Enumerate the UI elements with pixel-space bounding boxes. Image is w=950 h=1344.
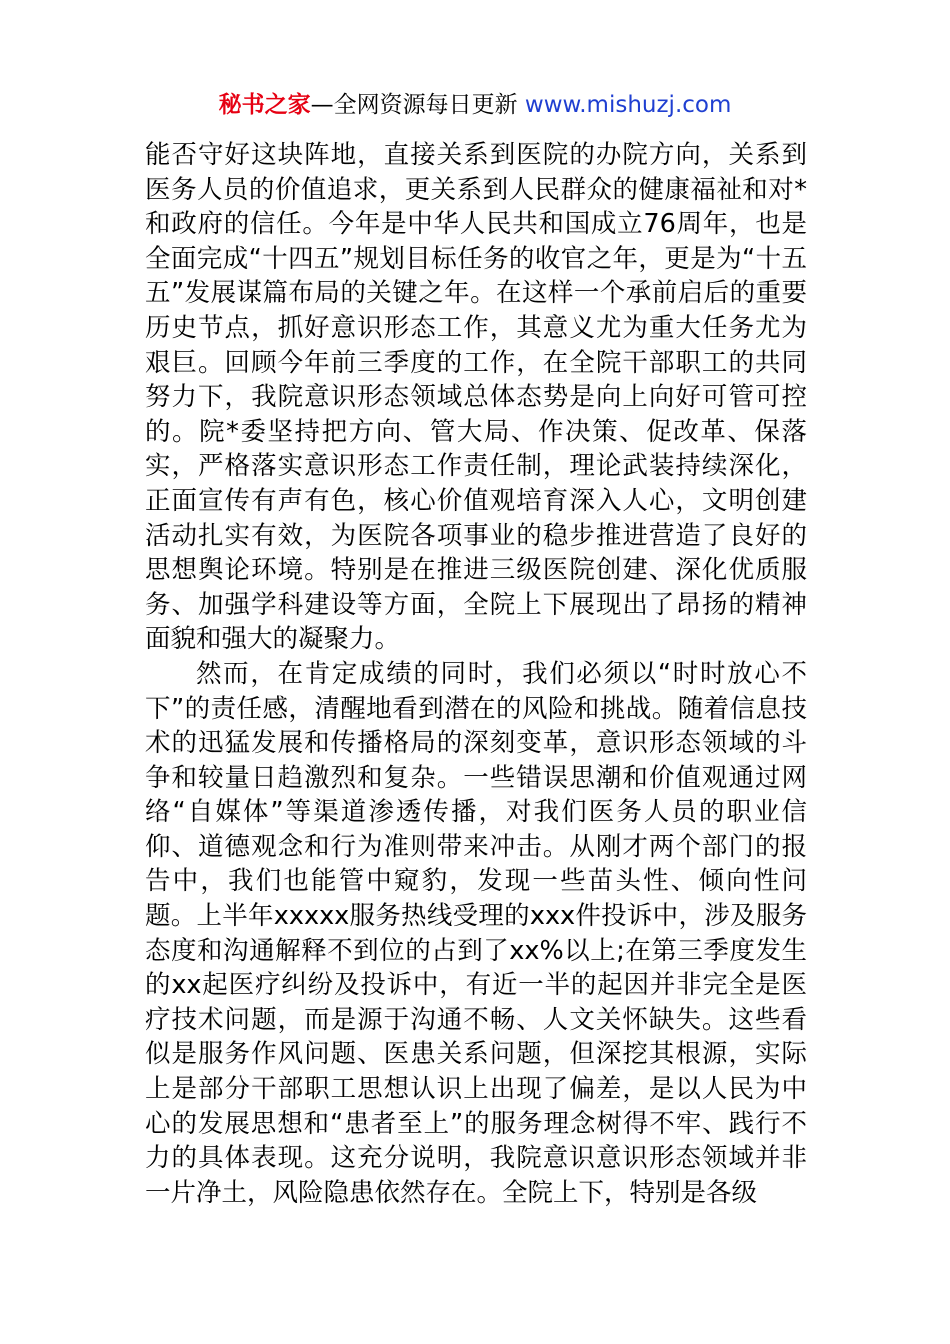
document-body bbox=[145, 138, 807, 1210]
site-url-link[interactable]: www.mishuzj.com bbox=[524, 92, 732, 118]
brand-name: 秘书之家 bbox=[218, 92, 311, 118]
page-header bbox=[0, 88, 950, 122]
paragraph-1: 能否守好这块阵地，直接关系到医院的办院方向，关系到医务人员的价值追求，更关系到人民群众的健康福祉和对*和政府的信任。今年是中华人民共和国成立76周年，也是全面完成“十四五”规划目标任务的收官之年，更是为“十五五”发展谋篇布局的关键之年。在这样一个承前启后的重要历史节点，抓好意识形态工作，其意义尤为重大任务尤为艰巨。回顾今年前三季度的工作，在全院干部职工的共同努力下，我院意识形态领域总体态势是向上向好可管可控的。院*委坚持把方向、管大局、作决策、促改革、保落实，严格落实意识形态工作责任制，理论武装持续深化，正面宣传有声有色，核心价值观培育深入人心，文明创建活动扎实有效，为医院各项事业的稳步推进营造了良好的思想舆论环境。特别是在推进三级医院创建、深化优质服务、加强学科建设等方面，全院上下展现出了昂扬的精神面貌和强大的凝聚力。 bbox=[145, 140, 807, 655]
header-tagline: —全网资源每日更新 bbox=[310, 92, 525, 118]
paragraph-2: 然而，在肯定成绩的同时，我们必须以“时时放心不下”的责任感，清醒地看到潜在的风险和挑战。随着信息技术的迅猛发展和传播格局的深刻变革，意识形态领域的斗争和较量日趋激烈和复杂。一些错误思潮和价值观通过网络“自媒体”等渠道渗透传播，对我们医务人员的职业信仰、道德观念和行为准则带来冲击。从刚才两个部门的报告中，我们也能管中窥豹，发现一些苗头性、倾向性问题。上半年xxxxx服务热线受理的xxx件投诉中，涉及服务态度和沟通解释不到位的占到了xx%以上;在第三季度发生的xx起医疗纠纷及投诉中，有近一半的起因并非完全是医疗技术问题，而是源于沟通不畅、人文关怀缺失。这些看似是服务作风问题、医患关系问题，但深挖其根源，实际上是部分干部职工思想认识上出现了偏差，是以人民为中心的发展思想和“患者至上”的服务理念树得不牢、践行不力的具体表现。这充分说明，我院意识意识形态领域并非一片净土，风险隐患依然存在。全院上下，特别是各级 bbox=[145, 658, 807, 1208]
